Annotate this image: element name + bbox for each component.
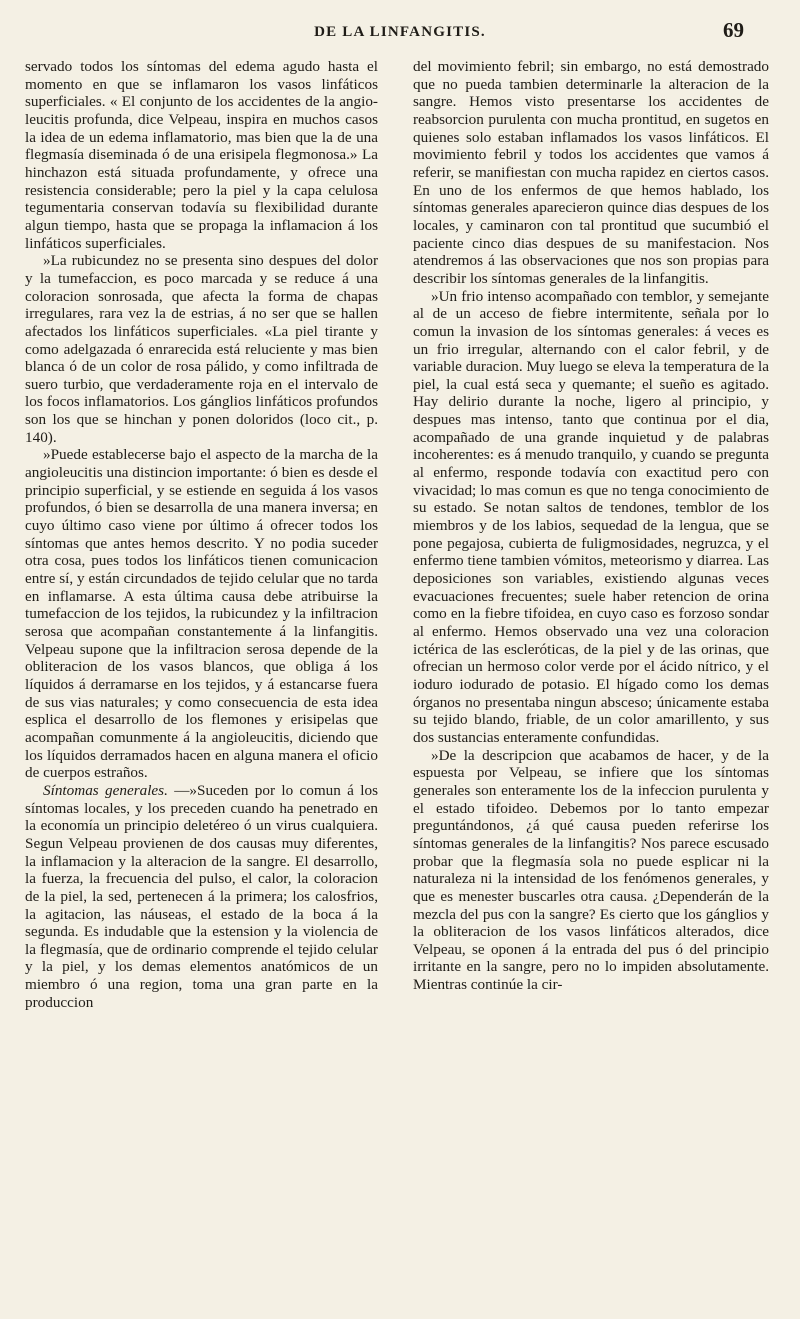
paragraph: »Un frio intenso acompañado con temblor, y semejante al de un acceso de fiebre intermitente, señala por lo comun la invasion de los síntomas generales: á veces es un frio irregular, alternando con el calor febril, y de variable duracion. Muy luego se eleva la temperatura de la piel, la cual está seca y quemante; el sueño es agitado. Hay delirio durante la noche, ligero al principio, y despues mas intenso, tanto que continua por el dia, acompañado de una grande inquietud y de palabras incoherentes: es á menudo tranquilo, y cuando se pregunta al enfermo, responde todavía con exactitud pero con vivacidad; lo mas comun es que no tenga conocimiento de su estado. Se notan saltos de tendones, temblor de los miembros y de los labios, sequedad de la lengua, que se pone pegajosa, cubierta de fuligmosidades, negruzca, y el enfermo tiene tambien vómitos, meteorismo y diarrea. Las deposiciones son variables, existiendo algunas veces evacuaciones frecuentes; suele haber retencion de orina como en la fiebre tifoidea, en cuyo caso es forzoso sondar al enfermo. Hemos observado una vez una coloracion ictérica de las escleróticas, de la piel y de las orinas, que ofrecian un hermoso color verde por el ácido nítrico, y el ioduro iodurado de potasio. El hígado como los demas órganos no presentaba ningun absceso; únicamente estaba su tejido blando, friable, de un color amarillento, y sus dos sustancias enteramente confundidas. — [413, 287, 769, 746]
left-column — [25, 58, 378, 1011]
paragraph-general-symptoms — [25, 782, 378, 1012]
page-header — [0, 14, 800, 44]
paragraph: del movimiento febril; sin embargo, no está demostrado que no pueda tambien determinarle la alteracion de la sangre. Hemos visto presentarse los accidentes de reabsorcion purulenta con mucha prontitud, en sugetos en quienes solo estaban inflamados los vasos linfáticos. El movimiento febril y todos los accidentes que vamos á referir, se manifiestan con mucha rapidez en ciertos casos. En uno de los enfermos de que hemos hablado, los síntomas generales aparecieron quince dias despues de los locales, y caminaron con tal prontitud que sucumbió el paciente cinco dias despues de su manifestacion. Nos atendremos á las observaciones que nos son propias para describir los síntomas generales de la linfangitis. — [413, 58, 769, 287]
paragraph: »Puede establecerse bajo el aspecto de la marcha de la angioleucitis una distincion importante: ó bien es desde el principio superficial, y se estiende en seguida á los vasos profundos, ó bien se desarrolla de una manera inversa; en cuyo último caso viene por último á ofrecer todos los síntomas que antes hemos descrito. Y no podia suceder otra cosa, pues todos los linfáticos tienen comunicacion entre sí, y están circundados de tejido celular que no tarda en inflamarse. A esta última causa debe atribuirse la tumefaccion de los tejidos, la rubicundez y la infiltracion serosa que acompañan constantemente á la linfangitis. Velpeau supone que la infiltracion serosa depende de la obliteracion de los vasos blancos, que obliga á los líquidos á derramarse en los tejidos, y á estancarse fuera de sus vias naturales; y como consecuencia de esta idea esplica el desarrollo de los flemones y erisipelas que acompañan comunmente á la angioleucitis, diciendo que los líquidos derramados hacen en alguna manera el oficio de cuerpos estraños. — [25, 446, 378, 782]
running-title: DE LA LINFANGITIS. — [314, 24, 486, 40]
paragraph: »De la descripcion que acabamos de hacer, y de la espuesta por Velpeau, se infiere que los síntomas generales son enteramente los de la infeccion purulenta y el estado tifoideo. Debemos por lo tanto empezar preguntándonos, ¿á qué causa pueden referirse los síntomas generales de la linfangitis? Nos parece escusado probar que la flegmasía sola no puede esplicar ni la naturaleza ni la intensidad de los fenómenos generales, y que es menester buscarles otra causa. ¿Dependerán de la mezcla del pus con la sangre? Es cierto que los gánglios y la obliteracion de los vasos linfáticos alterados, dice Velpeau, se oponen á la entrada del pus ó del principio irritante en la sangre, pero no lo impiden absolutamente. Mientras continúe la cir- — [413, 746, 769, 994]
page-number: 69 — [723, 18, 744, 42]
paragraph-body: —»Suceden por lo comun á los síntomas locales, y los preceden cuando ha penetrado en la economía un principio deletéreo ó un virus cualquiera. Segun Velpeau provienen de dos causas muy diferentes, la inflamacion y la alteracion de la sangre. El desarrollo, la fuerza, la frecuencia del pulso, el calor, la coloracion de la piel, la sed, pertenecen á la primera; los calosfrios, la agitacion, las náuseas, el estado de la boca á la segunda. Es indudable que la estension y la violencia de la flegmasía, que de ordinario comprende el tejido celular y la piel, y los demas elementos anatómicos de un miembro ó una region, toma una gran parte en la produccion — [25, 781, 378, 1011]
paragraph: »La rubicundez no se presenta sino despues del dolor y la tumefaccion, es poco marcada y se reduce á una coloracion sonrosada, que afecta la forma de chapas irregulares, rara vez la de estrias, á no ser que se hallen afectados los linfáticos superficiales. «La piel tirante y como adelgazada ó enrarecida está reluciente y mas bien blanca ó de un color de rosa pálido, y como infiltrada de suero turbio, que verdaderamente roja en el intervalo de los focos inflamatorios. Los gánglios linfáticos profundos son los que se hinchan y ponen doloridos (loco cit., p. 140). — [25, 252, 378, 446]
section-subheading: Síntomas generales. — [43, 781, 168, 799]
paragraph: servado todos los síntomas del edema agudo hasta el momento en que se inflamaron los vasos linfáticos superficiales. « El conjunto de los accidentes de la angio-leucitis profunda, dice Velpeau, inspira en muchos casos la idea de un edema inflamatorio, mas bien que la de una flegmasía diseminada ó de una erisipela flegmonosa.» La hinchazon está situada profundamente, y ofrece una resistencia considerable; pero la piel y la capa celulosa tegumentaria conservan todavía su flexibilidad durante algun tiempo, hasta que se propaga la inflamacion á los linfáticos superficiales. — [25, 58, 378, 252]
right-column — [413, 58, 769, 994]
